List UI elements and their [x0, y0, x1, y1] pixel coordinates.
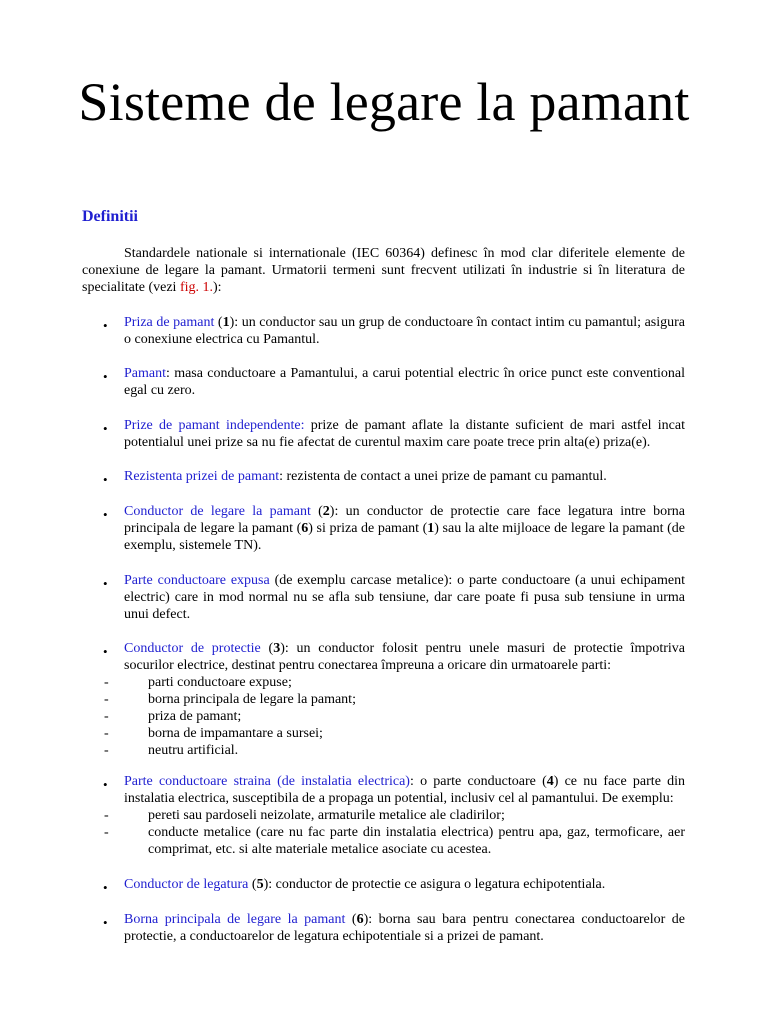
definition-term: Pamant	[124, 366, 166, 381]
definition-text: : un conductor de protectie care face legatura intre borna principala de legare la pamant (	[124, 504, 685, 536]
definition-item	[124, 365, 685, 399]
sub-item-text: pereti sau pardoseli neizolate, armaturile metalice ale cladirilor;	[148, 808, 505, 823]
sub-list	[104, 674, 685, 759]
definition-text: : rezistenta de contact a unei prize de pamant cu pamantul.	[279, 469, 607, 484]
punct: (	[345, 912, 357, 927]
reference-number: 1	[222, 315, 230, 330]
punct: (	[310, 504, 323, 519]
intro-text-end: ):	[213, 280, 222, 295]
definition-text: : conductor de protectie ce asigura o legatura echipotentiala.	[268, 877, 606, 892]
definition-term: Borna principala de legare la pamant	[124, 912, 346, 927]
punct: (	[214, 315, 223, 330]
definition-term: Conductor de legare la pamant	[124, 504, 311, 519]
sub-item-text: borna principala de legare la pamant;	[148, 692, 356, 707]
reference-number: 3	[273, 641, 281, 656]
definition-text: ) ce nu face parte din instalatia electrica, susceptibila de a propaga un potential, inclusiv cel al pamantului. De exemplu:	[124, 774, 686, 806]
definition-text: : o parte conductoare (	[409, 774, 547, 789]
dash-marker: -	[104, 726, 109, 741]
definition-item	[124, 503, 685, 554]
definition-item	[124, 572, 685, 623]
sub-list-item	[104, 807, 685, 824]
sub-list-item	[104, 674, 685, 691]
definition-item	[124, 468, 685, 485]
dash-marker: -	[104, 825, 109, 840]
sub-list-item	[104, 725, 685, 742]
definition-text: prize de pamant aflate la distante suficient de mari astfel incat potentialul unei prize sa nu fie afectat de curentul maxim care poate trece prin alta(e) priza(e).	[124, 418, 686, 450]
definition-text: : un conductor sau un grup de conductoare în contact intim cu pamantul; asigura o conexiune electrica cu Pamantul.	[124, 315, 686, 347]
intro-text: Standardele nationale si internationale (IEC 60364) definesc în mod clar diferitele elemente de conexiune de legare la pamant. Urmatorii termeni sunt frecvent utilizati în industrie si în literatura de specialitate (vezi	[82, 246, 685, 295]
definition-item	[104, 640, 685, 759]
reference-number: 4	[546, 774, 554, 789]
reference-number: 6	[301, 521, 309, 536]
dash-marker: -	[104, 675, 109, 690]
sub-list-item	[104, 691, 685, 708]
sub-item-text: borna de impamantare a sursei;	[148, 726, 323, 741]
sub-list-item	[104, 708, 685, 725]
sub-item-text: parti conductoare expuse;	[148, 675, 292, 690]
sub-item-text: conducte metalice (care nu fac parte din instalatia electrica) pentru apa, gaz, termoficare, aer comprimat, etc. si alte materiale metalice asociate cu acestea.	[148, 825, 685, 857]
reference-number: 2	[322, 504, 330, 519]
sub-list-item	[104, 824, 685, 858]
bullet-icon	[103, 879, 111, 887]
punct: )	[329, 504, 335, 519]
punct: (	[248, 877, 257, 892]
definition-text: ) sau la alte mijloace de legare la pamant (de exemplu, sistemele TN).	[124, 521, 686, 553]
sub-item-text: neutru artificial.	[148, 743, 239, 758]
bullet-icon	[103, 506, 111, 514]
bullet-icon	[103, 471, 111, 479]
definition-text: : masa conductoare a Pamantului, a carui potential electric în orice punct este conventional egal cu zero.	[124, 366, 685, 398]
sub-item-text: priza de pamant;	[148, 709, 242, 724]
punct: )	[229, 315, 235, 330]
definition-text: : un conductor folosit pentru unele masuri de protectie împotriva socurilor electrice, destinat pentru conectarea împreuna a oricare din urmatoarele parti:	[124, 641, 685, 673]
bullet-icon	[103, 776, 111, 784]
definition-term: Parte conductoare straina (de instalatia electrica)	[124, 774, 410, 789]
definition-text: : borna sau bara pentru conectarea conductoarelor de protectie, a conductoarelor de legatura echipotentiale si a prizei de pamant.	[124, 912, 686, 944]
dash-marker: -	[104, 692, 109, 707]
definition-term: Priza de pamant	[124, 315, 215, 330]
definition-item	[124, 314, 685, 348]
definition-text: ) si priza de pamant (	[308, 521, 428, 536]
definition-term: Conductor de protectie	[124, 641, 261, 656]
bullet-icon	[103, 368, 111, 376]
bullet-icon	[103, 317, 111, 325]
definition-item	[124, 876, 685, 893]
figure-reference-link[interactable]: fig. 1.	[179, 280, 214, 295]
reference-number: 6	[356, 912, 364, 927]
reference-number: 5	[256, 877, 264, 892]
bullet-icon	[103, 575, 111, 583]
bullet-icon	[103, 914, 111, 922]
reference-number: 1	[427, 521, 435, 536]
definition-term: Parte conductoare expusa	[124, 573, 270, 588]
punct: )	[363, 912, 369, 927]
definition-text: (de exemplu carcase metalice): o parte conductoare (a unui echipament electric) care in mod normal nu se afla sub tensiune, dar care poate fi pusa sub tensiune in urma unui defect.	[124, 573, 685, 622]
punct: )	[280, 641, 285, 656]
definition-item	[104, 773, 686, 858]
definition-term: Conductor de legatura	[124, 877, 249, 892]
definition-item	[124, 911, 685, 945]
dash-marker: -	[104, 709, 109, 724]
definition-item	[124, 417, 685, 451]
definition-term: Prize de pamant independente:	[124, 418, 305, 433]
page-title: Sisteme de legare la pamant	[78, 72, 690, 132]
punct: )	[263, 877, 269, 892]
bullet-icon	[103, 420, 111, 428]
punct: (	[260, 641, 274, 656]
sub-list	[104, 807, 685, 858]
dash-marker: -	[104, 808, 109, 823]
sub-list-item	[104, 742, 685, 759]
bullet-icon	[103, 643, 111, 651]
section-heading-definitii: Definitii	[82, 208, 138, 225]
intro-paragraph	[82, 245, 685, 296]
definition-term: Rezistenta prizei de pamant	[124, 469, 280, 484]
dash-marker: -	[104, 743, 109, 758]
